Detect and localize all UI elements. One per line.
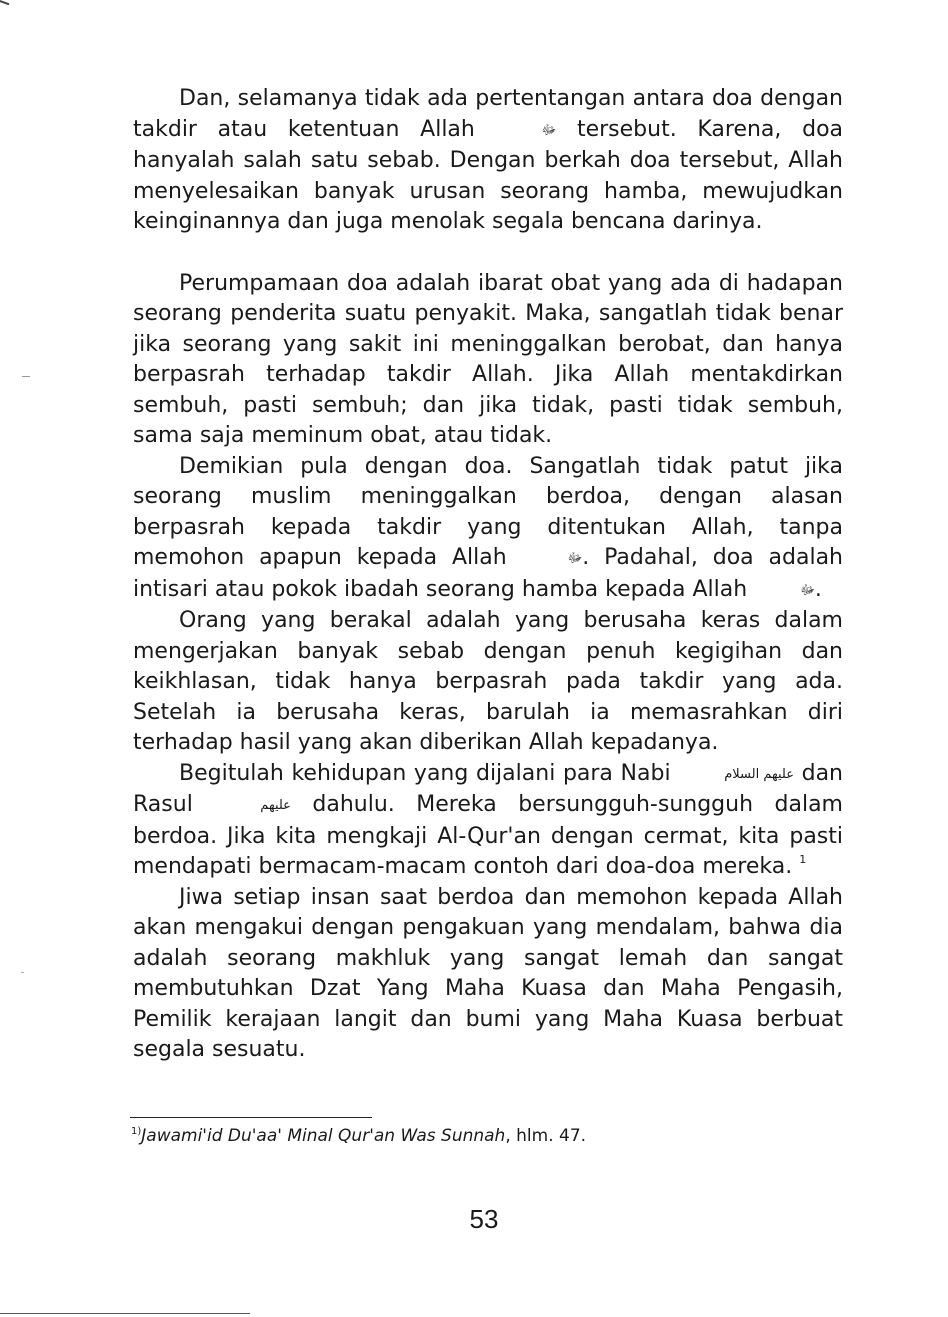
scan-margin-dot bbox=[21, 972, 24, 973]
paragraph-3-text: Demikian pula dengan doa. Sangatlah tidak patut jika seorang muslim meninggalkan berdoa, dengan alasan berpasrah kepada takdir yang ditentukan Allah, tanpa memohon apapun kepada Allah bbox=[133, 453, 843, 570]
honorific-glyph: عليهم bbox=[260, 798, 291, 813]
paragraph-2-text: Perumpamaan doa adalah ibarat obat yang ada di hadapan seorang penderita suatu penyakit. Maka, sangatlah tidak benar jika seorang yang sakit ini meninggalkan berobat, dan hanya berpasrah terhadap takdir Allah. Jika Allah mentakdirkan sembuh, pasti sembuh; dan jika tidak, pasti tidak sembuh, sama saja meminum obat, atau tidak. bbox=[133, 270, 843, 448]
paragraph-4 bbox=[133, 606, 843, 759]
honorific-glyph: ﷻ bbox=[567, 551, 583, 566]
honorific-glyph: عليهم السلام bbox=[724, 766, 794, 782]
footnote bbox=[131, 1124, 831, 1148]
paragraph-2 bbox=[133, 269, 843, 452]
page-number: 53 bbox=[469, 1204, 499, 1234]
footnote-reference: 1 bbox=[799, 853, 807, 866]
footnote-title: Jawami'id Du'aa' Minal Qur'an Was Sunnah bbox=[141, 1126, 506, 1146]
body-text bbox=[133, 84, 843, 1066]
paragraph-5-text-cont: dan Rasul bbox=[133, 760, 843, 817]
paragraph-1-text: Dan, selamanya tidak ada pertentangan antara doa dengan takdir atau ketentuan Allah bbox=[133, 86, 843, 142]
footnote-marker: 1) bbox=[131, 1126, 142, 1137]
honorific-glyph: ﷻ bbox=[800, 582, 815, 598]
paragraph-4-text: Orang yang berakal adalah yang berusaha keras dalam mengerjakan banyak sebab dengan penuh kegigihan dan keikhlasan, tidak hanya berpasrah pada takdir yang ada. Setelah ia berusaha keras, barulah ia memasrahkan diri terhadap hasil yang akan diberikan Allah kepadanya. bbox=[133, 608, 843, 755]
paragraph-1-text-cont: tersebut. Karena, doa hanyalah salah satu sebab. Dengan berkah doa tersebut, Allah menyelesaikan banyak urusan seorang hamba, mewujudkan keinginannya dan juga menolak segala bencana darinya. bbox=[133, 116, 844, 234]
paragraph-6-text: Jiwa setiap insan saat berdoa dan memohon kepada Allah akan mengakui dengan pengakuan yang mendalam, bahwa dia adalah seorang makhluk yang sangat lemah dan sangat membutuhkan Dzat Yang Maha Kuasa dan Maha Pengasih, Pemilik kerajaan langit dan bumi yang Maha Kuasa berbuat segala sesuatu. bbox=[133, 884, 843, 1062]
honorific-glyph: ﷻ bbox=[541, 122, 557, 138]
paragraph-6 bbox=[133, 883, 843, 1066]
paragraph-5-text: Begitulah kehidupan yang dijalani para Nabi bbox=[179, 760, 671, 786]
paragraph-1 bbox=[133, 84, 843, 238]
scan-bottom-edge bbox=[0, 1313, 250, 1314]
paragraph-3-text-end: . bbox=[814, 576, 822, 602]
paragraph-5-text-end: dahulu. Mereka bersungguh-sungguh dalam berdoa. Jika kita mengkaji Al-Qur'an dengan cermat, kita pasti mendapati bermacam-macam contoh dari doa-doa mereka. bbox=[133, 792, 843, 879]
scan-margin-mark bbox=[22, 376, 30, 377]
scan-corner-mark bbox=[0, 0, 9, 11]
paragraph-3-text-cont: . Padahal, doa adalah intisari atau pokok ibadah seorang hamba kepada Allah bbox=[133, 545, 843, 602]
footnote-divider bbox=[130, 1117, 372, 1118]
footnote-rest: , hlm. 47. bbox=[505, 1126, 587, 1146]
paragraph-5 bbox=[133, 759, 843, 883]
paragraph-3 bbox=[133, 452, 843, 607]
